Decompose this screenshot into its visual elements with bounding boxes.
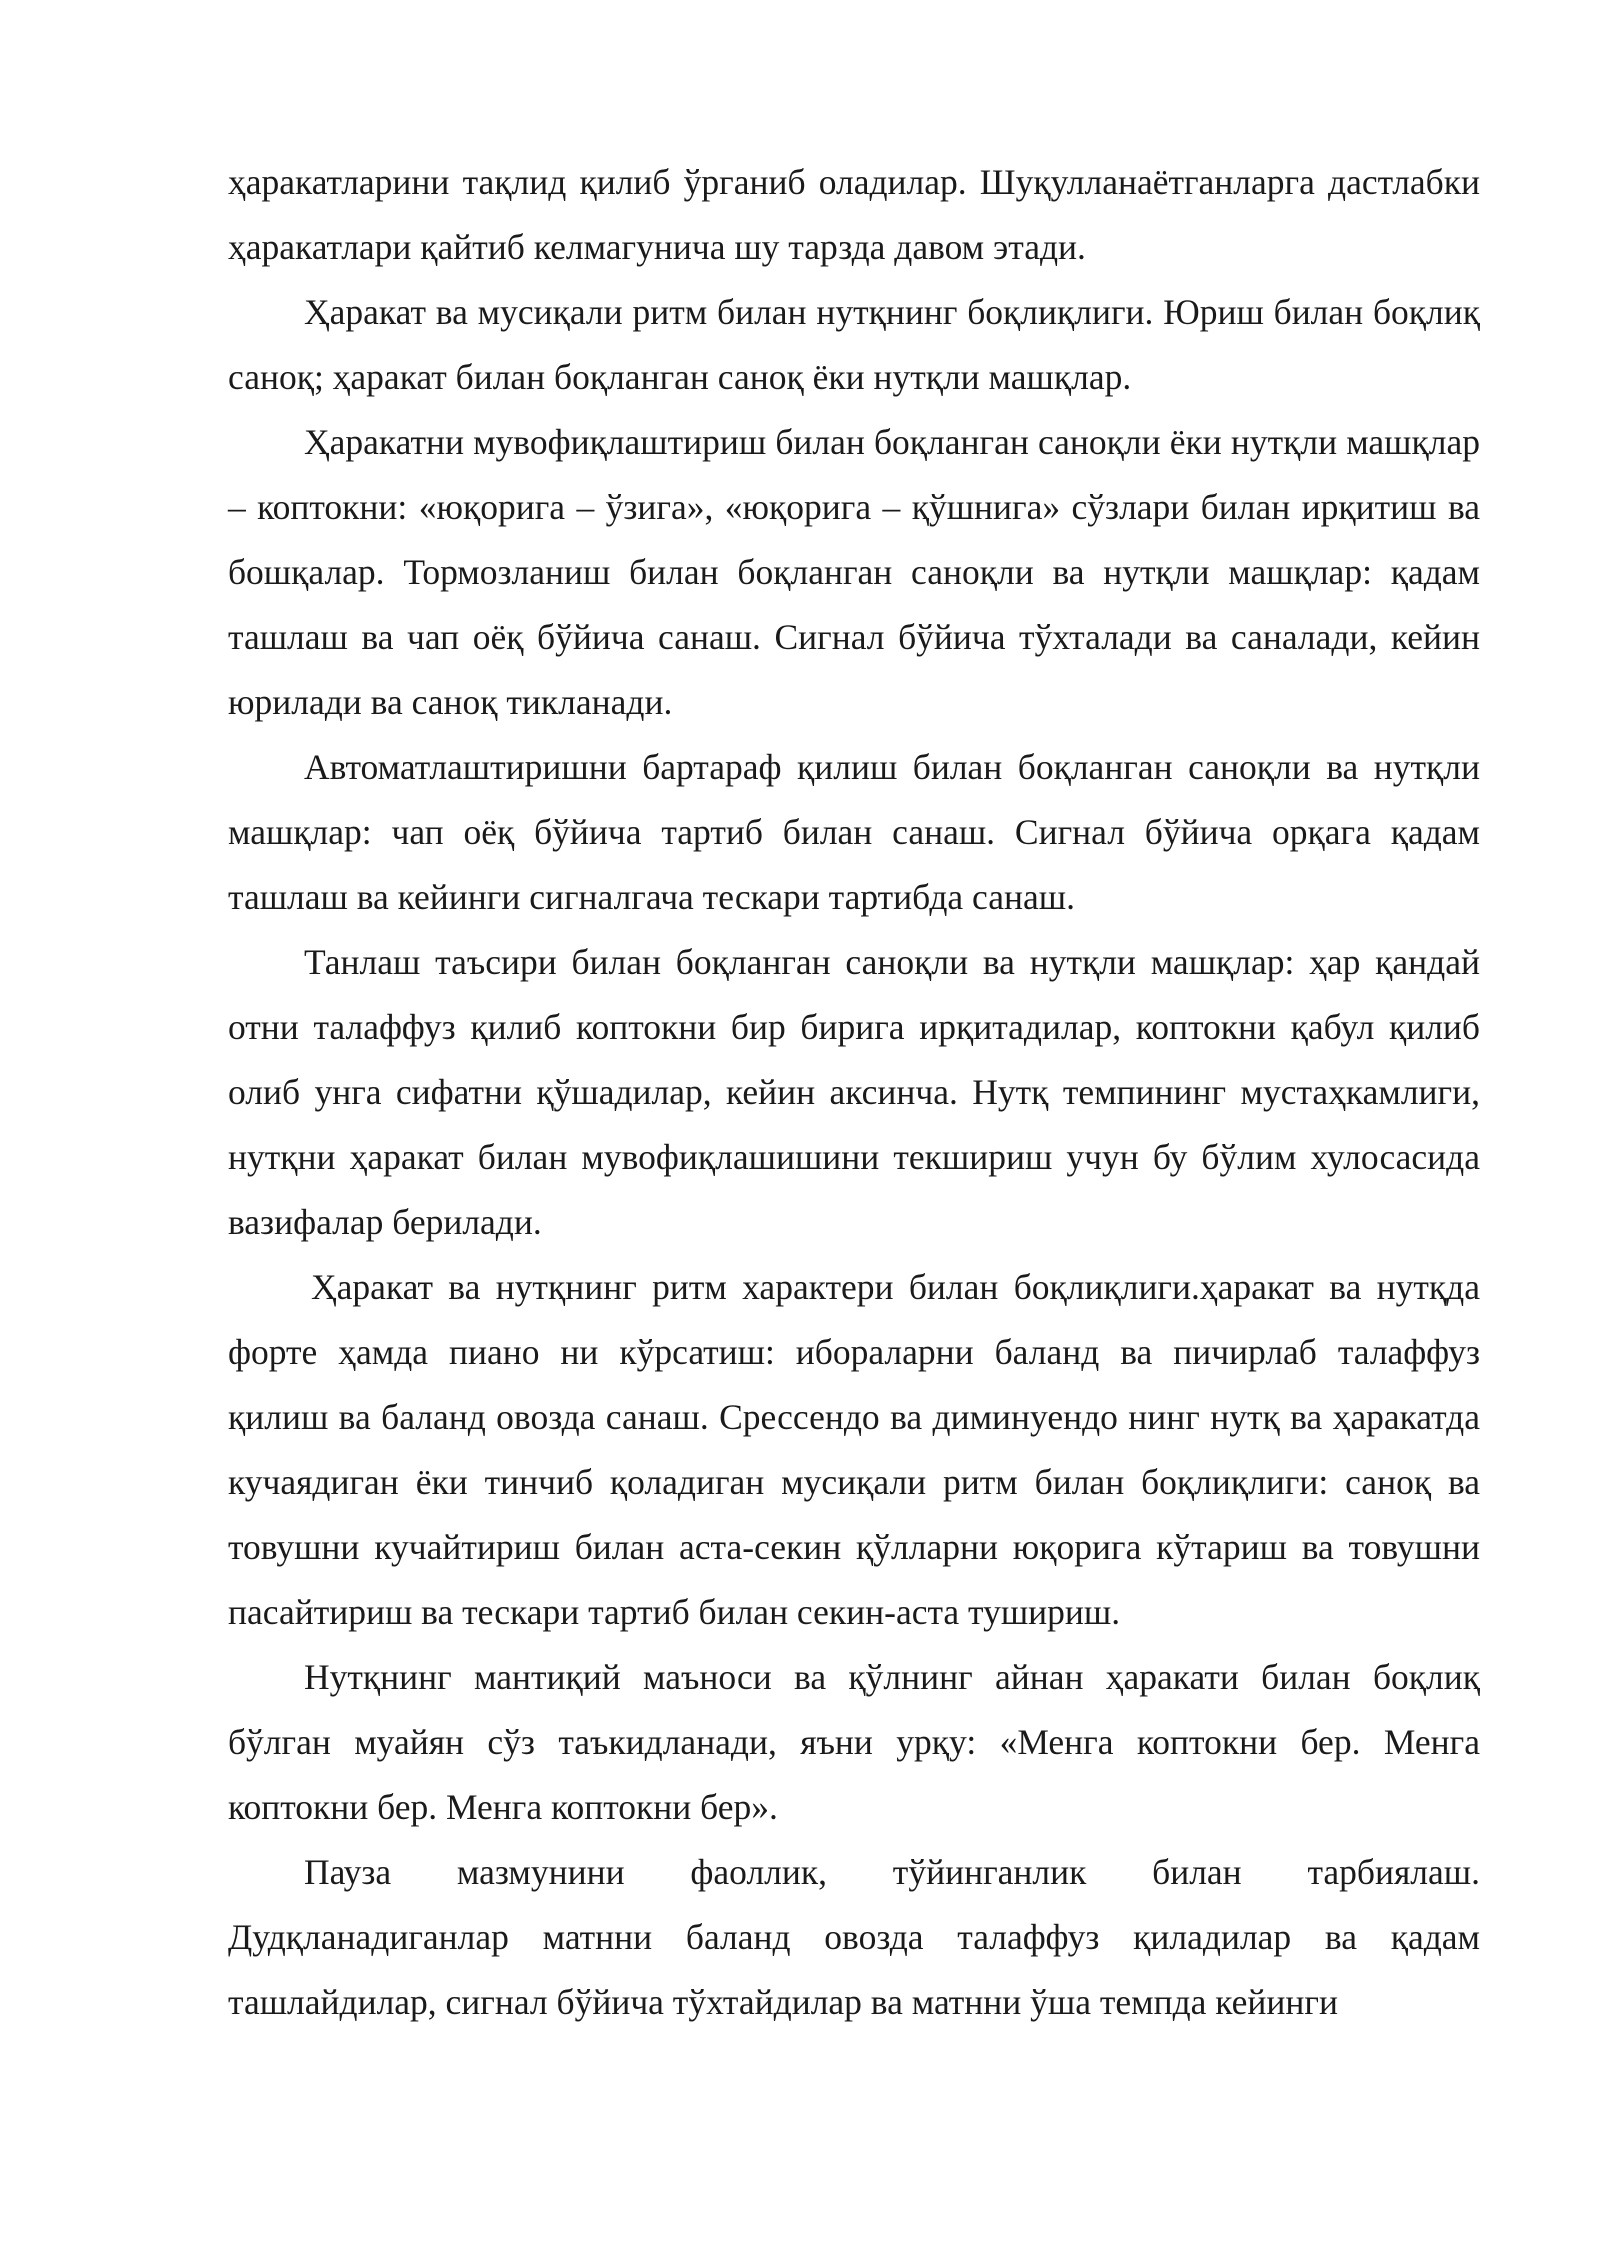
paragraph-2: Ҳаракат ва мусиқали ритм билан нутқнинг боқлиқлиги. Юриш билан боқлиқ саноқ; ҳаракат билан боқланган саноқ ёки нутқли машқлар. [228,292,1480,397]
paragraph-4: Автоматлаштиришни бартараф қилиш билан боқланган саноқли ва нутқли машқлар: чап оёқ бўйича тартиб билан санаш. Сигнал бўйича орқага қадам ташлаш ва кейинги сигналгача тескари тартибда санаш. [228,747,1480,917]
paragraph-7: Нутқнинг мантиқий маъноси ва қўлнинг айнан ҳаракати билан боқлиқ бўлган муайян сўз таъкидланади, яъни урқу: «Менга коптокни бер. Менга коптокни бер. Менга коптокни бер». [228,1657,1480,1827]
paragraph-6: Ҳаракат ва нутқнинг ритм характери билан боқлиқлиги.ҳаракат ва нутқда форте ҳамда пиано ни кўрсатиш: ибораларни баланд ва пичирлаб талаффуз қилиш ва баланд овозда санаш. Срессендо ва диминуендо нинг нутқ ва ҳаракатда кучаядиган ёки тинчиб қоладиган мусиқали ритм билан боқлиқлиги: саноқ ва товушни кучайтириш билан аста-секин қўлларни юқорига кўтариш ва товушни пасайтириш ва тескари тартиб билан секин-аста тушириш. [228,1267,1480,1632]
paragraph-3: Ҳаракатни мувофиқлаштириш билан боқланган саноқли ёки нутқли машқлар – коптокни: «юқорига – ўзига», «юқорига – қўшнига» сўзлари билан ирқитиш ва бошқалар. Тормозланиш билан боқланган саноқли ва нутқли машқлар: қадам ташлаш ва чап оёқ бўйича санаш. Сигнал бўйича тўхталади ва саналади, кейин юрилади ва саноқ тикланади. [228,422,1480,722]
document-body [228,150,1480,2035]
paragraph-5: Танлаш таъсири билан боқланган саноқли ва нутқли машқлар: ҳар қандай отни талаффуз қилиб коптокни бир бирига ирқитадилар, коптокни қабул қилиб олиб унга сифатни қўшадилар, кейин аксинча. Нутқ темпининг мустаҳкамлиги, нутқни ҳаракат билан мувофиқлашишини текшириш учун бу бўлим хулосасида вазифалар берилади. [228,942,1480,1242]
paragraph-1: ҳаракатларини тақлид қилиб ўрганиб оладилар. Шуқулланаётганларга дастлабки ҳаракатлари қайтиб келмагунича шу тарзда давом этади. [228,162,1480,267]
paragraph-8: Пауза мазмунини фаоллик, тўйинганлик билан тарбиялаш. Дудқланадиганлар матнни баланд овозда талаффуз қиладилар ва қадам ташлайдилар, сигнал бўйича тўхтайдилар ва матнни ўша темпда кейинги [228,1852,1480,2022]
